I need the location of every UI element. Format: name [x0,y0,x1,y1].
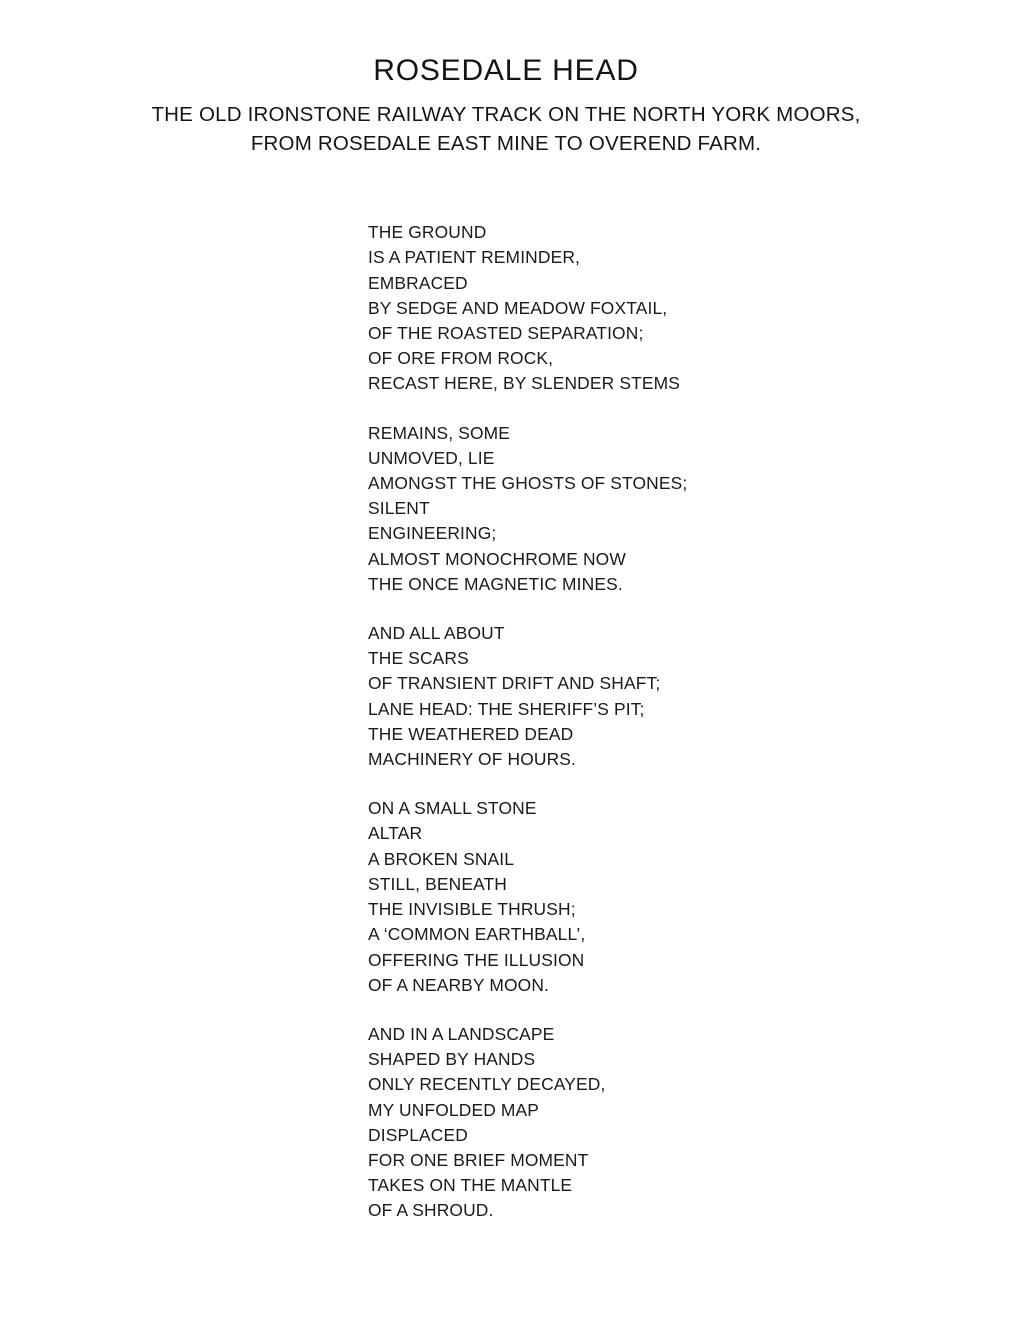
subtitle-line: THE OLD IRONSTONE RAILWAY TRACK ON THE NORTH YORK MOORS, [151,103,861,126]
poem-line: ONLY RECENTLY DECAYED, [368,1074,606,1095]
poem-line: UNMOVED, LIE [368,447,495,468]
poem-line: MACHINERY OF HOURS. [368,749,577,770]
poem-line: SILENT [368,498,430,519]
poem-line: RECAST HERE, BY SLENDER STEMS [368,373,680,394]
poem-line: OF THE ROASTED SEPARATION; [368,323,644,344]
stanza [368,796,1012,998]
poem-line: STILL, BENEATH [368,873,508,894]
poem-line: THE ONCE MAGNETIC MINES. [368,573,623,594]
poem-line: ENGINEERING; [368,523,497,544]
poem-line: THE GROUND [368,222,487,243]
poem-line: ALMOST MONOCHROME NOW [368,548,626,569]
poem-line: MY UNFOLDED MAP [368,1099,540,1120]
poem-line: LANE HEAD: THE SHERIFF’S PIT; [368,698,645,719]
poem-body [0,158,1012,1223]
poem-line: OFFERING THE ILLUSION [368,949,585,970]
page-subtitle [126,88,886,158]
poem-line: ALTAR [368,823,423,844]
poem-line: AND ALL ABOUT [368,623,505,644]
poem-line: A ‘COMMON EARTHBALL’, [368,924,586,945]
subtitle-line: FROM ROSEDALE EAST MINE TO OVEREND FARM. [250,132,762,156]
stanza [368,220,1012,396]
poem-line: IS A PATIENT REMINDER, [368,247,581,268]
stanza [368,621,1012,772]
poem-line: AND IN A LANDSCAPE [368,1023,555,1044]
poem-line: THE INVISIBLE THRUSH; [368,899,576,920]
poem-line: SHAPED BY HANDS [368,1049,536,1070]
stanza [368,1022,1012,1224]
poem-line: OF TRANSIENT DRIFT AND SHAFT; [368,673,661,694]
poem-line: OF ORE FROM ROCK, [368,348,554,369]
poem-line: ON A SMALL STONE [368,798,537,819]
page-title: ROSEDALE HEAD [373,54,639,87]
poem-line: AMONGST THE GHOSTS OF STONES; [368,473,688,494]
poem-line: A BROKEN SNAIL [368,848,515,869]
poem-line: THE WEATHERED DEAD [368,723,574,744]
poem-line: OF A NEARBY MOON. [368,974,550,995]
poem-line: THE SCARS [368,648,469,669]
poem-line: EMBRACED [368,272,468,293]
poem-line: BY SEDGE AND MEADOW FOXTAIL, [368,297,668,318]
poem-line: DISPLACED [368,1124,468,1145]
poem-line: FOR ONE BRIEF MOMENT [368,1149,589,1170]
poem-line: OF A SHROUD. [368,1200,494,1221]
stanza [368,421,1012,597]
poem-line: TAKES ON THE MANTLE [368,1175,573,1196]
poem-line: REMAINS, SOME [368,422,511,443]
